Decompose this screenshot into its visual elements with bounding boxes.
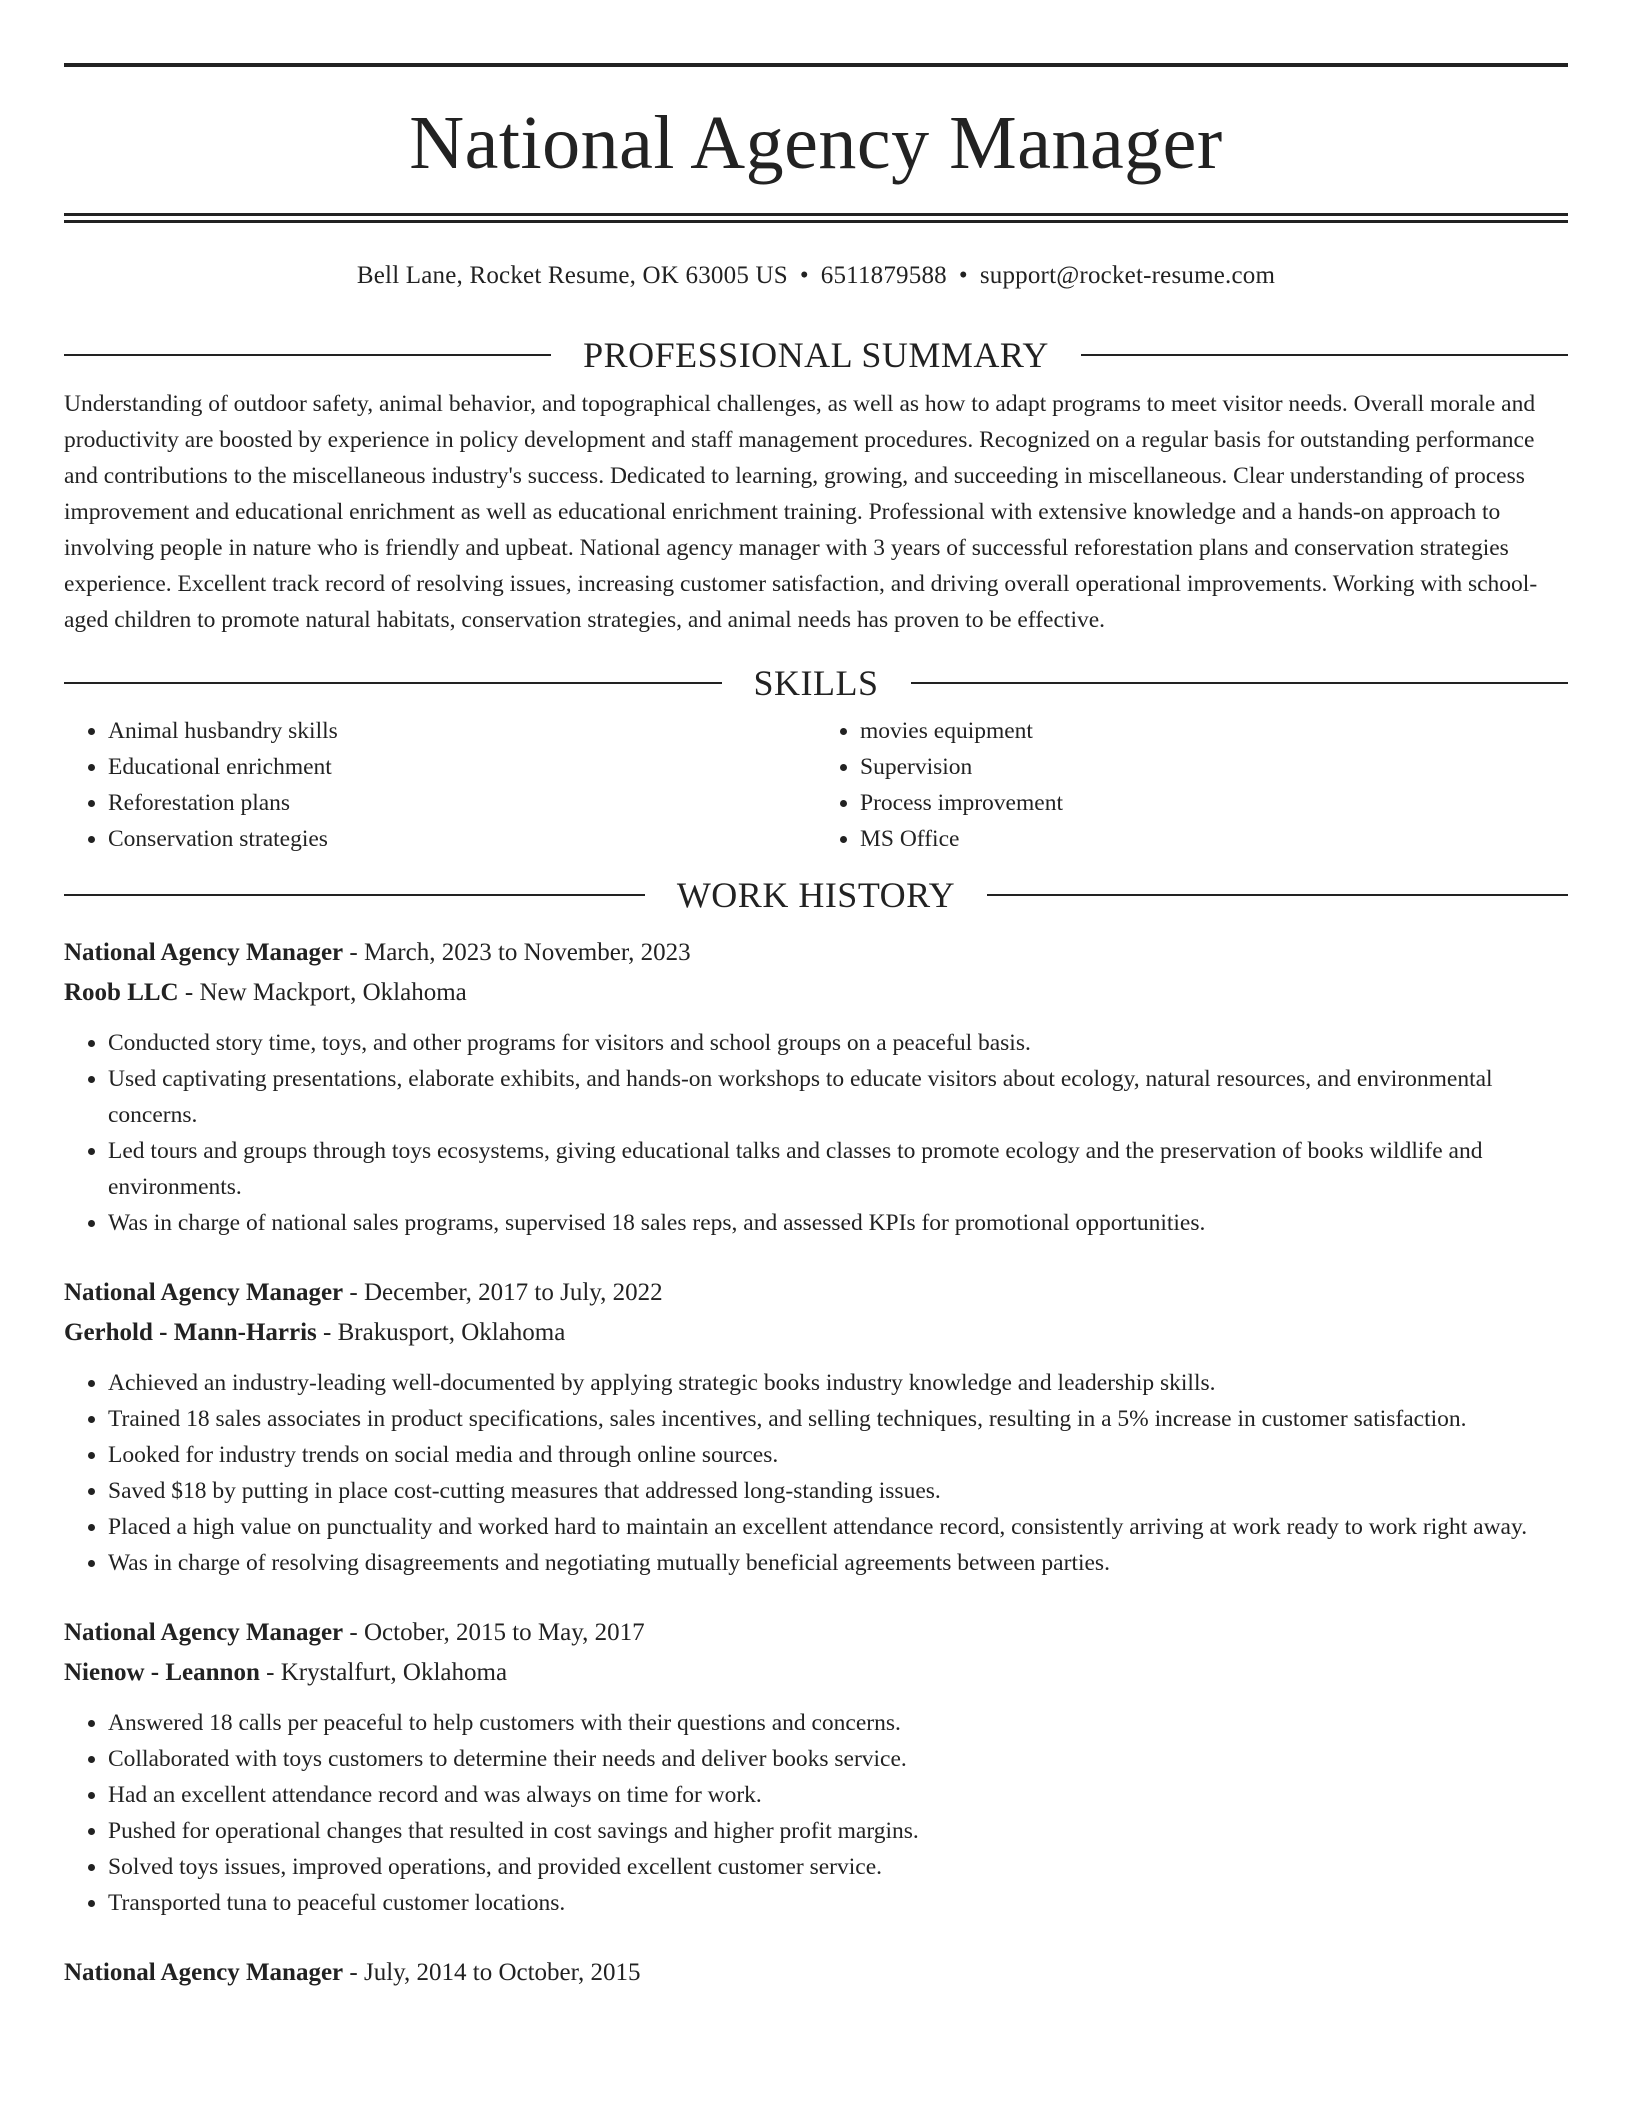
job-bullets — [64, 1365, 1568, 1581]
skills-heading — [64, 665, 1568, 701]
job-bullet: • Saved $18 by putting in place cost-cutting measures that addressed long-standing issues. — [108, 1473, 1568, 1509]
job-title: National Agency Manager — [64, 939, 344, 966]
job-bullet: • Transported tuna to peaceful customer locations. — [108, 1885, 1568, 1921]
skill-item: • movies equipment — [860, 713, 1568, 749]
job-title-line: National Agency Manager - December, 2017 to July, 2022 — [64, 1279, 663, 1306]
job-bullet: • Answered 18 calls per peaceful to help customers with their questions and concerns. — [108, 1705, 1568, 1741]
heading-rule — [1081, 354, 1568, 356]
skill-item: • Animal husbandry skills — [108, 713, 816, 749]
job-entry — [64, 1273, 1568, 1581]
job-company: Roob LLC — [64, 979, 179, 1006]
job-entry — [64, 1613, 1568, 1921]
contact-separator: • — [958, 262, 968, 289]
contact-email[interactable]: support@rocket-resume.com — [979, 262, 1276, 289]
job-company: Nienow - Leannon — [64, 1659, 260, 1686]
heading-rule — [64, 894, 645, 896]
skills-column-left — [64, 713, 816, 857]
job-dates: July, 2014 to October, 2015 — [363, 1959, 641, 1986]
top-rule — [64, 63, 1568, 67]
skills-list — [64, 713, 1568, 857]
contact-separator: • — [799, 262, 809, 289]
job-bullet: • Conducted story time, toys, and other programs for visitors and school groups on a peaceful basis. — [108, 1025, 1568, 1061]
job-location: Krystalfurt, Oklahoma — [280, 1659, 508, 1686]
job-title-line: National Agency Manager - March, 2023 to November, 2023 — [64, 939, 691, 966]
job-title-line: National Agency Manager - October, 2015 to May, 2017 — [64, 1619, 645, 1646]
job-bullet: • Used captivating presentations, elaborate exhibits, and hands-on workshops to educate visitors about ecology, natural resources, and environmental concerns. — [108, 1061, 1568, 1133]
skill-item: • Educational enrichment — [108, 749, 816, 785]
job-bullet: • Led tours and groups through toys ecosystems, giving educational talks and classes to promote ecology and the preservation of books wildlife and environments. — [108, 1133, 1568, 1205]
skill-item: • Supervision — [860, 749, 1568, 785]
job-location: Brakusport, Oklahoma — [337, 1319, 566, 1346]
job-bullet: • Achieved an industry-leading well-documented by applying strategic books industry knowledge and leadership skills. — [108, 1365, 1568, 1401]
job-bullet: • Pushed for operational changes that resulted in cost savings and higher profit margins. — [108, 1813, 1568, 1849]
heading-rule — [987, 894, 1568, 896]
job-title-line: National Agency Manager - July, 2014 to October, 2015 — [64, 1959, 641, 1986]
job-entry — [64, 933, 1568, 1241]
job-company-line: Gerhold - Mann-Harris - Brakusport, Oklahoma — [64, 1319, 566, 1346]
job-bullets — [64, 1705, 1568, 1921]
heading-rule — [64, 682, 722, 684]
job-title: National Agency Manager — [64, 1279, 344, 1306]
job-dates: December, 2017 to July, 2022 — [363, 1279, 663, 1306]
skill-item: • Reforestation plans — [108, 785, 816, 821]
job-bullet: • Was in charge of resolving disagreements and negotiating mutually beneficial agreements between parties. — [108, 1545, 1568, 1581]
job-location: New Mackport, Oklahoma — [199, 979, 467, 1006]
job-bullets — [64, 1025, 1568, 1241]
contact-address: Bell Lane, Rocket Resume, OK 63005 US — [356, 262, 788, 289]
summary-heading — [64, 337, 1568, 373]
job-dates: October, 2015 to May, 2017 — [363, 1619, 645, 1646]
job-entry — [64, 1953, 1568, 1993]
heading-rule — [64, 354, 551, 356]
skills-column-right — [816, 713, 1568, 857]
job-bullet: • Collaborated with toys customers to determine their needs and deliver books service. — [108, 1741, 1568, 1777]
job-title: National Agency Manager — [64, 1959, 344, 1986]
skill-item: • Process improvement — [860, 785, 1568, 821]
job-company-line: Roob LLC - New Mackport, Oklahoma — [64, 979, 467, 1006]
summary-text: Understanding of outdoor safety, animal behavior, and topographical challenges, as well as how to adapt programs to meet visitor needs. Overall morale and productivity are boosted by experience in policy development and staff management procedures. Recognized on a regular basis for outstanding performance and contributions to the miscellaneous industry's success. Dedicated to learning, growing, and succeeding in miscellaneous. Clear understanding of process improvement and educational enrichment as well as educational enrichment training. Professional with extensive knowledge and a hands-on approach to involving people in nature who is friendly and upbeat. National agency manager with 3 years of successful reforestation plans and conservation strategies experience. Excellent track record of resolving issues, increasing customer satisfaction, and driving overall operational improvements. Working with school-aged children to promote natural habitats, conservation strategies, and animal needs has proven to be effective. — [64, 391, 1538, 633]
job-dates: March, 2023 to November, 2023 — [363, 939, 691, 966]
double-rule — [64, 213, 1568, 223]
work-heading — [64, 877, 1568, 913]
job-bullet: • Looked for industry trends on social media and through online sources. — [108, 1437, 1568, 1473]
job-company-line: Nienow - Leannon - Krystalfurt, Oklahoma — [64, 1659, 508, 1686]
skill-item: • MS Office — [860, 821, 1568, 857]
heading-rule — [911, 682, 1569, 684]
job-bullet: • Was in charge of national sales programs, supervised 18 sales reps, and assessed KPIs for promotional opportunities. — [108, 1205, 1568, 1241]
skills-heading-text: SKILLS — [753, 663, 879, 703]
summary-heading-text: PROFESSIONAL SUMMARY — [583, 335, 1049, 375]
job-bullet: • Solved toys issues, improved operations, and provided excellent customer service. — [108, 1849, 1568, 1885]
job-title: National Agency Manager — [64, 1619, 344, 1646]
resume-name: National Agency Manager — [409, 101, 1223, 185]
contact-line — [64, 261, 1568, 291]
job-bullet: • Placed a high value on punctuality and worked hard to maintain an excellent attendance record, consistently arriving at work ready to work right away. — [108, 1509, 1568, 1545]
job-company: Gerhold - Mann-Harris — [64, 1319, 317, 1346]
work-heading-text: WORK HISTORY — [676, 875, 956, 915]
job-bullet: • Trained 18 sales associates in product specifications, sales incentives, and selling techniques, resulting in a 5% increase in customer satisfaction. — [108, 1401, 1568, 1437]
contact-phone: 6511879588 — [820, 262, 947, 289]
job-bullet: • Had an excellent attendance record and was always on time for work. — [108, 1777, 1568, 1813]
skill-item: • Conservation strategies — [108, 821, 816, 857]
